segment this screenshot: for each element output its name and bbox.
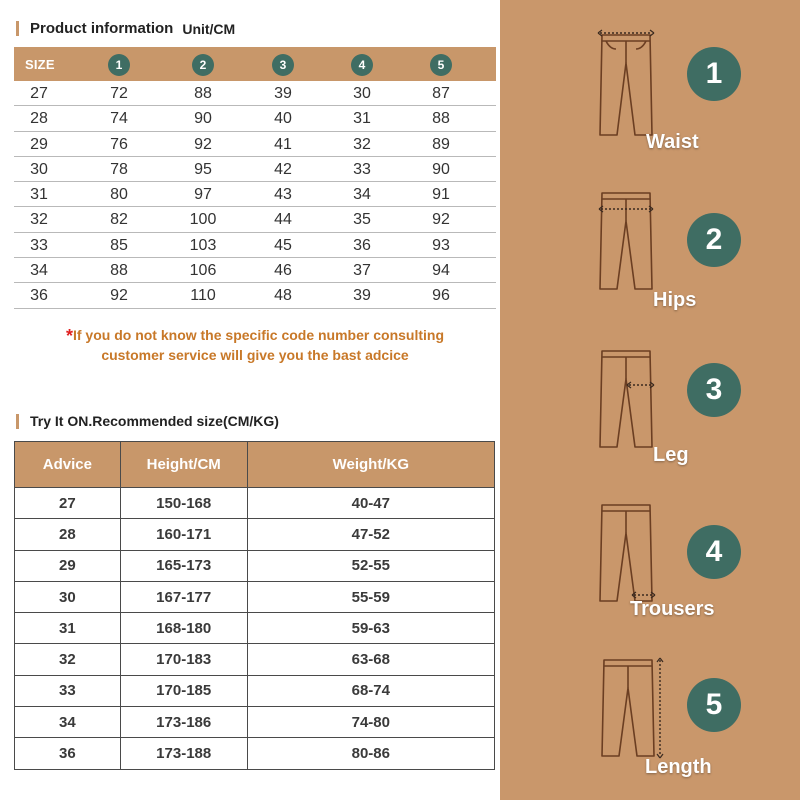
recommend-row — [15, 613, 495, 644]
recommend-row — [15, 707, 495, 738]
size-chart-header — [14, 47, 496, 81]
measure-cell-4: 31 — [353, 110, 371, 128]
guide-label-leg: Leg — [653, 444, 689, 466]
size-column-label: SIZE — [25, 57, 55, 72]
size-row — [14, 207, 496, 232]
guide-number-5: 5 — [687, 678, 741, 732]
measure-cell-4: 30 — [353, 85, 371, 102]
measure-cell-2: 92 — [194, 135, 212, 153]
advice-cell: 34 — [15, 707, 121, 738]
advice-cell: 36 — [15, 738, 121, 769]
size-row — [14, 157, 496, 182]
size-cell: 27 — [30, 85, 48, 102]
column-number-1: 1 — [108, 54, 130, 76]
measure-cell-4: 32 — [353, 135, 371, 153]
measure-cell-1: 85 — [110, 236, 128, 254]
column-number-3: 3 — [272, 54, 294, 76]
guide-label-waist: Waist — [646, 131, 699, 153]
height-cell: 150-168 — [120, 488, 247, 519]
note-line-2: customer service will give you the bast adcice — [101, 347, 409, 363]
height-cell: 173-188 — [120, 738, 247, 769]
header-advice: Advice — [15, 442, 121, 488]
measure-cell-3: 42 — [274, 160, 292, 178]
recommend-row — [15, 519, 495, 550]
height-cell: 165-173 — [120, 550, 247, 581]
size-section-heading — [16, 20, 235, 37]
measure-cell-3: 46 — [274, 262, 292, 280]
measure-cell-2: 100 — [189, 211, 217, 229]
measure-cell-1: 74 — [110, 110, 128, 128]
size-row — [14, 283, 496, 308]
measure-cell-3: 44 — [274, 211, 292, 229]
guide-number-2: 2 — [687, 213, 741, 267]
column-number-5: 5 — [430, 54, 452, 76]
size-row — [14, 106, 496, 131]
weight-cell: 59-63 — [247, 613, 494, 644]
guide-number-1: 1 — [687, 47, 741, 101]
guide-number-4: 4 — [687, 525, 741, 579]
weight-cell: 80-86 — [247, 738, 494, 769]
advice-cell: 29 — [15, 550, 121, 581]
advice-cell: 31 — [15, 613, 121, 644]
measure-cell-5: 93 — [432, 236, 450, 254]
weight-cell: 40-47 — [247, 488, 494, 519]
measurement-guide-panel — [500, 0, 800, 800]
recommend-section-heading — [16, 413, 279, 429]
size-chart-body — [14, 81, 496, 309]
measure-cell-5: 94 — [432, 262, 450, 280]
recommend-table — [14, 441, 495, 770]
pants-length-icon — [596, 654, 666, 762]
weight-cell: 63-68 — [247, 644, 494, 675]
measure-cell-1: 82 — [110, 211, 128, 229]
guide-label-length: Length — [645, 756, 712, 778]
measure-cell-5: 96 — [432, 287, 450, 305]
size-cell: 32 — [30, 211, 48, 229]
measure-cell-2: 88 — [194, 85, 212, 102]
recommend-row — [15, 644, 495, 675]
guide-hips — [500, 185, 800, 345]
size-row — [14, 233, 496, 258]
height-cell: 173-186 — [120, 707, 247, 738]
guide-trousers — [500, 497, 800, 657]
recommend-row — [15, 488, 495, 519]
pants-trousers-icon — [596, 499, 656, 605]
measure-cell-5: 89 — [432, 135, 450, 153]
guide-leg — [500, 343, 800, 503]
measure-cell-2: 103 — [189, 236, 217, 254]
size-cell: 33 — [30, 236, 48, 254]
measure-cell-4: 37 — [353, 262, 371, 280]
pants-waist-icon — [596, 27, 656, 139]
measure-cell-3: 39 — [274, 85, 292, 102]
size-section-unit: Unit/CM — [182, 20, 236, 37]
measure-cell-4: 35 — [353, 211, 371, 229]
size-row — [14, 81, 496, 106]
measure-cell-2: 106 — [189, 262, 217, 280]
guide-number-3: 3 — [687, 363, 741, 417]
measure-cell-1: 92 — [110, 287, 128, 305]
measure-cell-2: 95 — [194, 160, 212, 178]
measure-cell-5: 88 — [432, 110, 450, 128]
height-cell: 170-185 — [120, 675, 247, 706]
advice-cell: 33 — [15, 675, 121, 706]
measure-cell-3: 41 — [274, 135, 292, 153]
height-cell: 167-177 — [120, 581, 247, 612]
recommend-row — [15, 581, 495, 612]
guide-label-hips: Hips — [653, 289, 697, 311]
column-number-2: 2 — [192, 54, 214, 76]
measure-cell-1: 72 — [110, 85, 128, 102]
measure-cell-1: 76 — [110, 135, 128, 153]
recommend-table-header — [15, 442, 495, 488]
measure-cell-4: 33 — [353, 160, 371, 178]
weight-cell: 52-55 — [247, 550, 494, 581]
size-section-title: Product information — [30, 20, 174, 37]
measure-cell-1: 78 — [110, 160, 128, 178]
advice-cell: 28 — [15, 519, 121, 550]
measure-cell-5: 87 — [432, 85, 450, 102]
measure-cell-2: 110 — [190, 287, 216, 305]
advice-cell: 27 — [15, 488, 121, 519]
height-cell: 170-183 — [120, 644, 247, 675]
weight-cell: 68-74 — [247, 675, 494, 706]
consult-note — [40, 326, 470, 365]
measure-cell-3: 43 — [274, 186, 292, 204]
heading-bar — [16, 21, 19, 36]
height-cell: 168-180 — [120, 613, 247, 644]
size-cell: 34 — [30, 262, 48, 280]
size-cell: 31 — [30, 186, 48, 204]
heading-bar — [16, 414, 19, 429]
note-line-1: If you do not know the specific code number consulting — [72, 327, 445, 343]
size-cell: 36 — [30, 287, 48, 305]
size-chart — [14, 47, 496, 309]
measure-cell-3: 45 — [274, 236, 292, 254]
measure-cell-5: 90 — [432, 160, 450, 178]
measure-cell-4: 36 — [353, 236, 371, 254]
header-height: Height/CM — [120, 442, 247, 488]
measure-cell-5: 92 — [432, 211, 450, 229]
weight-cell: 47-52 — [247, 519, 494, 550]
measure-cell-2: 97 — [194, 186, 212, 204]
recommend-row — [15, 738, 495, 769]
advice-cell: 30 — [15, 581, 121, 612]
guide-label-trousers: Trousers — [630, 598, 715, 620]
measure-cell-5: 91 — [432, 186, 450, 204]
guide-length — [500, 652, 800, 812]
advice-cell: 32 — [15, 644, 121, 675]
size-row — [14, 182, 496, 207]
column-number-4: 4 — [351, 54, 373, 76]
guide-waist — [500, 25, 800, 185]
measure-cell-4: 39 — [353, 287, 371, 305]
recommend-section-title: Try It ON.Recommended size(CM/KG) — [30, 413, 279, 429]
height-cell: 160-171 — [120, 519, 247, 550]
measure-cell-3: 40 — [274, 110, 292, 128]
size-cell: 30 — [30, 160, 48, 178]
measure-cell-1: 88 — [110, 262, 128, 280]
recommend-row — [15, 550, 495, 581]
measure-cell-3: 48 — [274, 287, 292, 305]
measure-cell-4: 34 — [353, 186, 371, 204]
size-row — [14, 132, 496, 157]
measure-cell-2: 90 — [194, 110, 212, 128]
header-weight: Weight/KG — [247, 442, 494, 488]
pants-hips-icon — [596, 187, 656, 293]
size-row — [14, 258, 496, 283]
weight-cell: 74-80 — [247, 707, 494, 738]
size-cell: 29 — [30, 135, 48, 153]
recommend-row — [15, 675, 495, 706]
pants-leg-icon — [596, 345, 656, 451]
note-star: * — [65, 326, 73, 346]
size-cell: 28 — [30, 110, 48, 128]
measure-cell-1: 80 — [110, 186, 128, 204]
weight-cell: 55-59 — [247, 581, 494, 612]
